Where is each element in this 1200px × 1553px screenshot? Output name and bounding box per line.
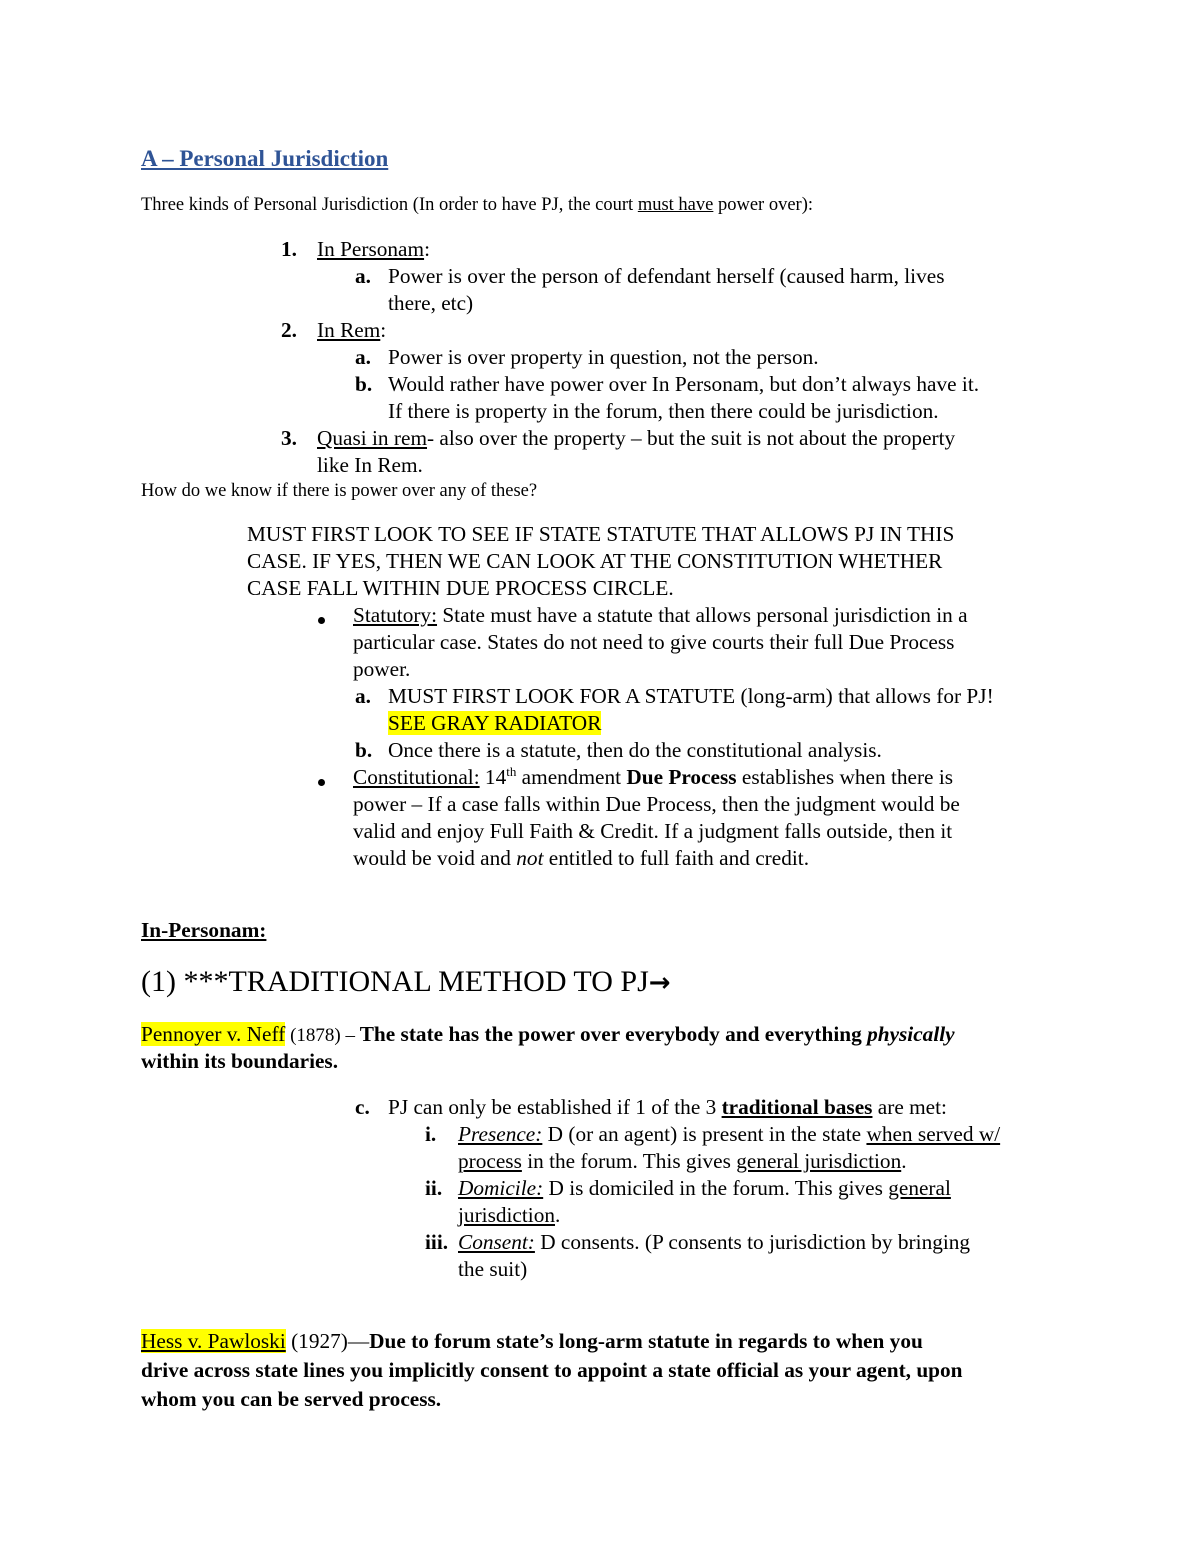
quasi-in-rem-line2: like In Rem. xyxy=(317,453,423,477)
text: . xyxy=(555,1203,561,1227)
text: would be void and xyxy=(353,846,517,870)
caps-line-1: MUST FIRST LOOK TO SEE IF STATE STATUTE THAT ALLOWS PJ IN THIS xyxy=(247,522,955,546)
physically-bold-italic: physically xyxy=(867,1022,955,1046)
text: entitled to full faith and credit. xyxy=(543,846,810,870)
general-underlined: general xyxy=(888,1176,951,1200)
list-item-in-personam xyxy=(317,237,430,261)
intro-post: power over): xyxy=(713,195,814,215)
traditional-bases-term: traditional bases xyxy=(721,1095,873,1119)
right-arrow-icon: → xyxy=(648,968,671,998)
intro-pre: Three kinds of Personal Jurisdiction (In order to have PJ, the court xyxy=(141,195,638,215)
pennoyer-case-name: Pennoyer v. Neff xyxy=(141,1022,286,1046)
traditional-method-heading xyxy=(141,964,671,1001)
quasi-in-rem-label: Quasi in rem xyxy=(317,426,428,450)
statutory-line-1 xyxy=(353,603,968,627)
text: establishes when there is xyxy=(736,765,954,789)
text: are met: xyxy=(872,1095,947,1119)
presence-line-1 xyxy=(458,1122,1000,1146)
superscript: th xyxy=(506,763,517,779)
hess-line-3: whom you can be served process. xyxy=(141,1387,442,1411)
constitutional-line-4 xyxy=(353,846,809,870)
hess-case-name: Hess v. Pawloski xyxy=(141,1329,286,1353)
colon: : xyxy=(380,318,387,342)
letter-b: b. xyxy=(355,372,373,396)
statutory-a-line2 xyxy=(388,711,601,735)
in-rem-a-line1: Power is over property in question, not the person. xyxy=(388,345,819,369)
constitutional-label: Constitutional: xyxy=(353,765,480,789)
list-item-in-rem xyxy=(317,318,386,342)
text: PJ can only be established if 1 of the 3 xyxy=(388,1095,722,1119)
list-item-quasi-in-rem xyxy=(317,426,955,450)
statutory-b-line1: Once there is a statute, then do the constitutional analysis. xyxy=(388,738,882,762)
letter-c: c. xyxy=(355,1095,370,1119)
letter-a: a. xyxy=(355,345,371,369)
in-personam-a-line1: Power is over the person of defendant herself (caused harm, lives xyxy=(388,264,945,288)
bullet-icon xyxy=(318,611,325,629)
in-personam-heading: In-Personam: xyxy=(141,918,267,942)
letter-a: a. xyxy=(355,684,371,708)
gray-radiator-highlight: SEE GRAY RADIATOR xyxy=(388,711,602,735)
question-line: How do we know if there is power over any of these? xyxy=(141,481,538,501)
roman-iii: iii. xyxy=(425,1230,449,1254)
bullet-icon xyxy=(318,773,325,791)
statutory-line-2: particular case. States do not need to give courts their full Due Process xyxy=(353,630,955,654)
hess-line-1 xyxy=(141,1329,923,1353)
not-italic: not xyxy=(516,846,544,870)
presence-term: Presence: xyxy=(458,1122,543,1146)
statutory-label: Statutory: xyxy=(353,603,438,627)
caps-line-3: CASE FALL WITHIN DUE PROCESS CIRCLE. xyxy=(247,576,674,600)
text: D is domiciled in the forum. This gives xyxy=(543,1176,889,1200)
in-rem-b-line1: Would rather have power over In Personam, but don’t always have it. xyxy=(388,372,980,396)
process-underlined: process xyxy=(458,1149,522,1173)
presence-line-2 xyxy=(458,1149,907,1173)
text: D (or an agent) is present in the state xyxy=(542,1122,867,1146)
in-rem-label: In Rem xyxy=(317,318,381,342)
due-process-bold: Due Process xyxy=(626,765,737,789)
text: . xyxy=(901,1149,907,1173)
hess-year: (1927)— xyxy=(285,1329,370,1353)
domicile-line-1 xyxy=(458,1176,951,1200)
in-personam-label: In Personam xyxy=(317,237,425,261)
intro-underlined: must have xyxy=(637,195,714,215)
general-jurisdiction-underlined: general jurisdiction xyxy=(736,1149,902,1173)
intro-line xyxy=(141,195,813,215)
constitutional-line-3: valid and enjoy Full Faith & Credit. If a judgment falls outside, then it xyxy=(353,819,953,843)
caps-line-2: CASE. IF YES, THEN WE CAN LOOK AT THE CONSTITUTION WHETHER xyxy=(247,549,943,573)
pennoyer-year: (1878) – xyxy=(285,1025,360,1046)
in-personam-a-line2: there, etc) xyxy=(388,291,474,315)
constitutional-line-1 xyxy=(353,765,953,789)
text: D consents. (P consents to jurisdiction by bringing xyxy=(534,1230,971,1254)
page-title: A – Personal Jurisdiction xyxy=(141,146,389,171)
when-served-underlined: when served w/ xyxy=(866,1122,1001,1146)
consent-line-1 xyxy=(458,1230,970,1254)
traditional-heading-text: (1) ***TRADITIONAL METHOD TO PJ xyxy=(141,965,649,998)
letter-b: b. xyxy=(355,738,373,762)
text: 14 xyxy=(479,765,507,789)
pennoyer-line-2: within its boundaries. xyxy=(141,1049,339,1073)
consent-term: Consent: xyxy=(458,1230,535,1254)
letter-a: a. xyxy=(355,264,371,288)
list-num-3: 3. xyxy=(281,426,297,450)
roman-i: i. xyxy=(425,1122,437,1146)
statutory-a-line1: MUST FIRST LOOK FOR A STATUTE (long-arm) that allows for PJ! xyxy=(388,684,994,708)
statutory-text: State must have a statute that allows personal jurisdiction in a xyxy=(437,603,968,627)
in-rem-b-line2: If there is property in the forum, then there could be jurisdiction. xyxy=(388,399,939,423)
pennoyer-holding: The state has the power over everybody and everything xyxy=(359,1022,868,1046)
colon: : xyxy=(424,237,430,261)
list-num-1: 1. xyxy=(281,237,297,261)
constitutional-line-2: power – If a case falls within Due Process, then the judgment would be xyxy=(353,792,960,816)
list-num-2: 2. xyxy=(281,318,297,342)
pennoyer-line-1 xyxy=(141,1022,955,1048)
quasi-in-rem-rest: - also over the property – but the suit is not about the property xyxy=(427,426,956,450)
roman-ii: ii. xyxy=(425,1176,443,1200)
statutory-line-3: power. xyxy=(353,657,411,681)
hess-line-2: drive across state lines you implicitly consent to appoint a state official as your agent, upon xyxy=(141,1358,963,1382)
text: in the forum. This gives xyxy=(521,1149,737,1173)
text: amendment xyxy=(516,765,627,789)
hess-holding: Due to forum state’s long-arm statute in regards to when you xyxy=(369,1329,923,1353)
consent-line-2: the suit) xyxy=(458,1257,528,1281)
bases-intro xyxy=(388,1095,947,1119)
domicile-line-2 xyxy=(458,1203,560,1227)
jurisdiction-underlined: jurisdiction xyxy=(458,1203,556,1227)
domicile-term: Domicile: xyxy=(458,1176,544,1200)
